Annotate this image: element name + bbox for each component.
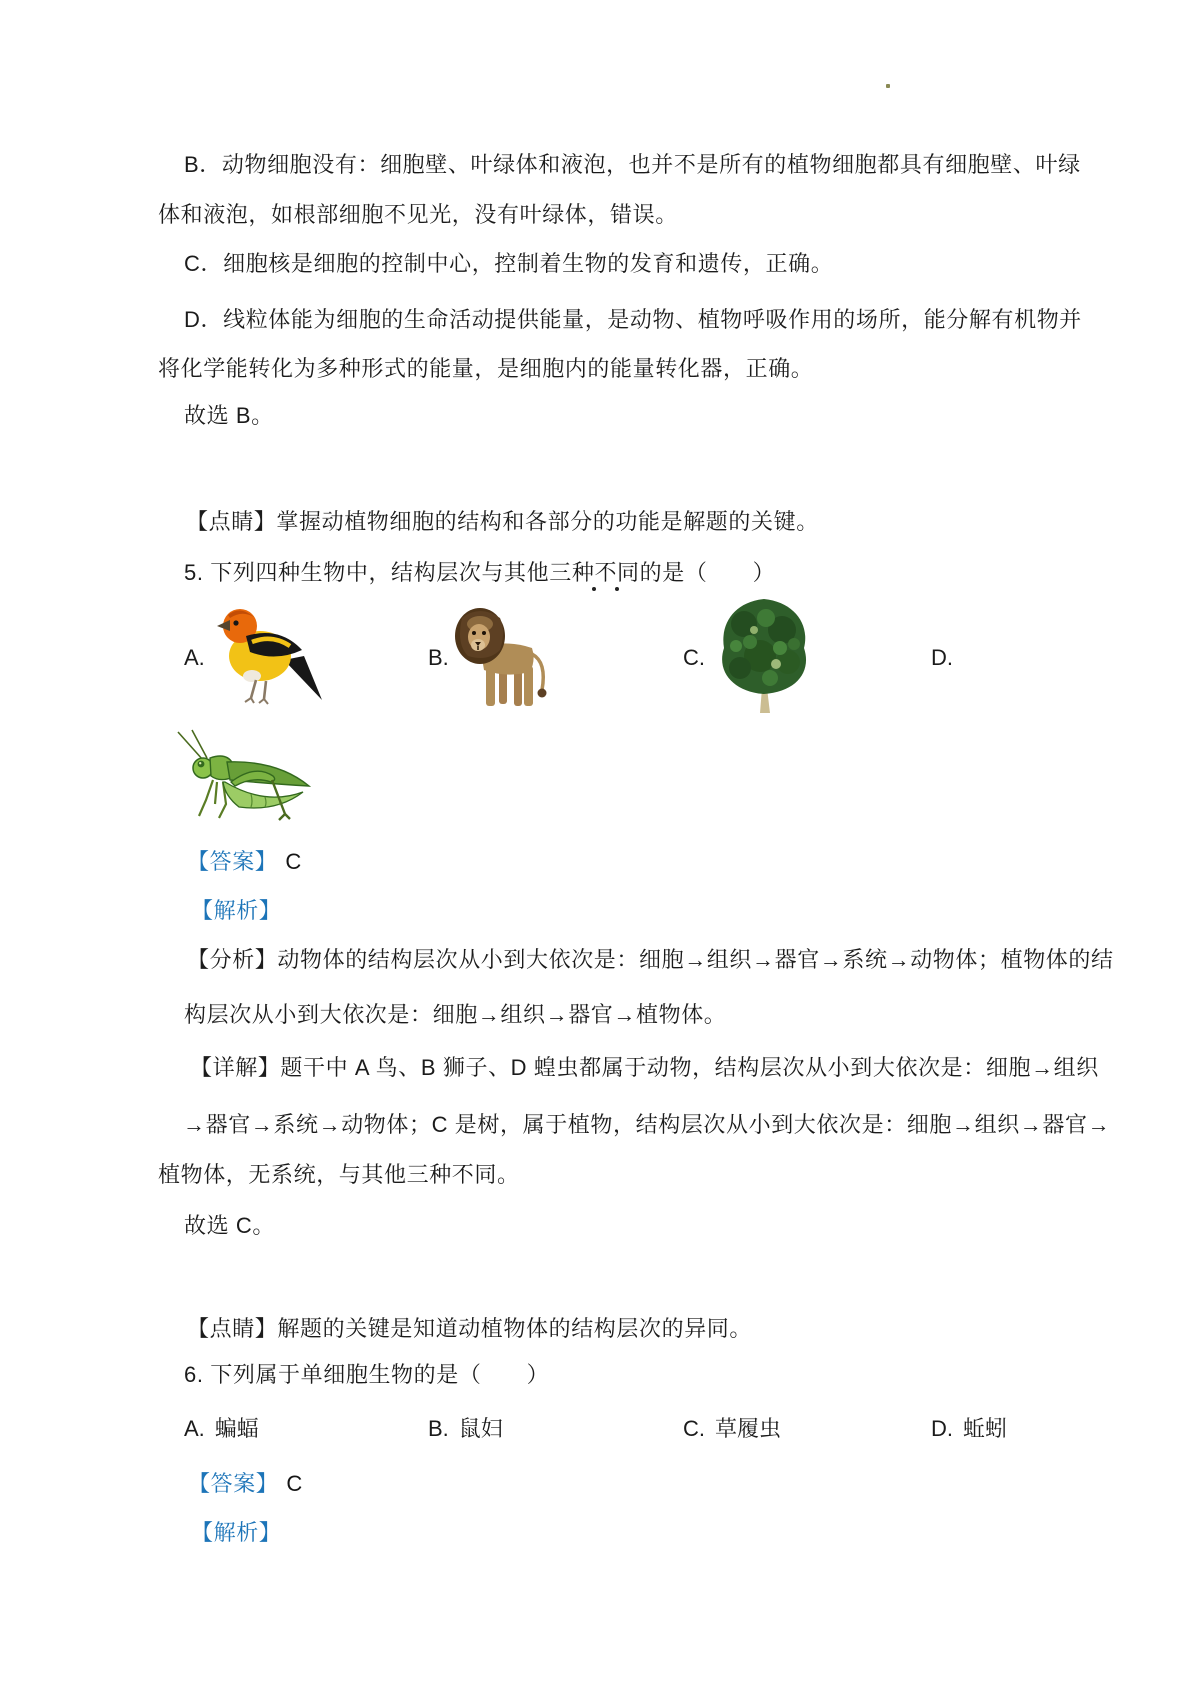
- q6-answer-label: 【答案】: [188, 1471, 279, 1496]
- q5-analysis-line1: 【分析】动物体的结构层次从小到大依次是：细胞→组织→器官→系统→动物体；植物体的结: [187, 947, 1114, 972]
- emphasis-dot: [615, 587, 619, 591]
- q6-option-d-text: 蚯蚓: [963, 1416, 1008, 1441]
- q5-option-c-label: C.: [683, 645, 705, 670]
- emphasis-dot: [592, 587, 596, 591]
- q5-detail-line3: 植物体，无系统，与其他三种不同。: [158, 1162, 520, 1187]
- scan-speck: [886, 84, 890, 88]
- q6-option-a-text: 蝙蝠: [214, 1416, 259, 1441]
- q6-analysis-label: 【解析】: [191, 1520, 282, 1545]
- q5-stem: 5. 下列四种生物中，结构层次与其他三种不同的是（ ）: [184, 560, 776, 585]
- lion-image: [452, 602, 554, 712]
- q6-answer-line: [188, 1467, 303, 1498]
- q5-conclusion: 故选 C。: [184, 1213, 276, 1238]
- q4-option-d-line1: D．线粒体能为细胞的生命活动提供能量，是动物、植物呼吸作用的场所，能分解有机物并: [184, 307, 1082, 332]
- q6-option-c-text: 草履虫: [715, 1416, 782, 1441]
- q6-option-c-label: C.: [683, 1416, 705, 1441]
- q5-tip: 【点睛】解题的关键是知道动植物体的结构层次的异同。: [187, 1316, 753, 1341]
- q5-option-a-label: A.: [184, 645, 205, 670]
- q6-option-b: [428, 1412, 503, 1443]
- q6-option-b-text: 鼠妇: [458, 1416, 503, 1441]
- q4-option-c-line: C．细胞核是细胞的控制中心，控制着生物的发育和遗传，正确。: [184, 251, 834, 276]
- q5-option-b-label: B.: [428, 645, 449, 670]
- tree-image: [710, 596, 820, 714]
- q5-analysis-line2: 构层次从小到大依次是：细胞→组织→器官→植物体。: [184, 1002, 727, 1027]
- q5-detail-line2: →器官→系统→动物体；C 是树，属于植物，结构层次从小到大依次是：细胞→组织→器官→: [183, 1112, 1111, 1137]
- q6-option-d: [931, 1412, 1007, 1443]
- bird-image: [208, 600, 332, 710]
- q4-option-b-line1: B．动物细胞没有：细胞壁、叶绿体和液泡，也并不是所有的植物细胞都具有细胞壁、叶绿: [184, 152, 1081, 177]
- q5-answer-value: C: [285, 849, 302, 874]
- q6-stem: 6. 下列属于单细胞生物的是（ ）: [184, 1362, 550, 1387]
- q5-answer-line: [187, 845, 302, 876]
- q5-detail-line1: 【详解】题干中 A 鸟、B 狮子、D 蝗虫都属于动物，结构层次从小到大依次是：细胞→组织: [190, 1055, 1099, 1080]
- q4-option-d-line2: 将化学能转化为多种形式的能量，是细胞内的能量转化器，正确。: [158, 356, 814, 381]
- q6-option-b-label: B.: [428, 1416, 449, 1441]
- q5-option-d-label: D.: [931, 645, 953, 670]
- q4-option-b-line2: 体和液泡，如根部细胞不见光，没有叶绿体，错误。: [158, 202, 678, 227]
- q5-answer-label: 【答案】: [187, 849, 278, 874]
- q6-option-a: [184, 1412, 259, 1443]
- q5-analysis-label: 【解析】: [191, 898, 282, 923]
- q4-conclusion: 故选 B。: [184, 403, 274, 428]
- q6-answer-value: C: [286, 1471, 303, 1496]
- q6-option-a-label: A.: [184, 1416, 205, 1441]
- grasshopper-image: [173, 728, 323, 826]
- q6-option-c: [683, 1412, 781, 1443]
- q4-tip: 【点睛】掌握动植物细胞的结构和各部分的功能是解题的关键。: [186, 509, 819, 534]
- q6-option-d-label: D.: [931, 1416, 953, 1441]
